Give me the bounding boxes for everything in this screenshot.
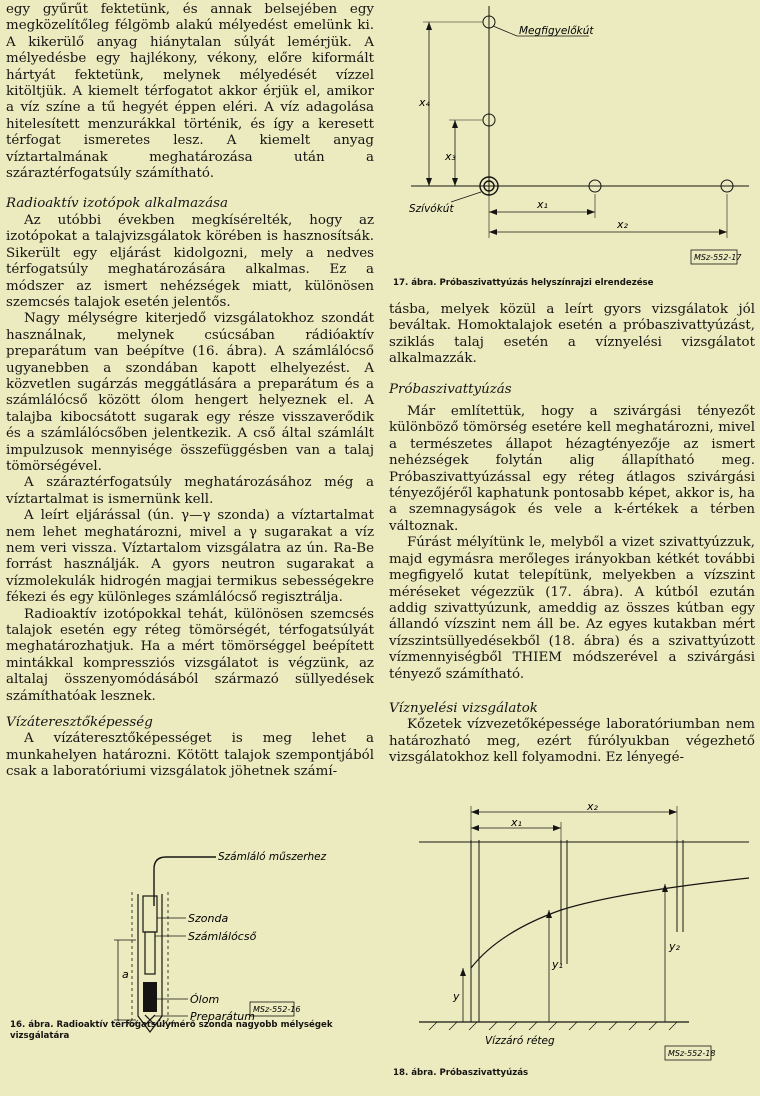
section-heading-permeability: Vízáteresztőképesség: [6, 715, 153, 731]
right-column: [389, 302, 755, 767]
label-x1: x₁: [511, 816, 522, 829]
figure-18-caption: 18. ábra. Próbaszivattyúzás: [393, 1068, 529, 1078]
label-y: y: [453, 990, 460, 1003]
figure-16: [6, 836, 374, 1046]
section-heading-pumping: Próbaszivattyúzás: [389, 381, 512, 397]
body-paragraph: A vízáteresztőképességet is meg lehet a munkahelyen határozni. Kötött talajok szempontjából csak a laboratóriumi vizsgálatok jöhetnek számí-: [6, 731, 374, 780]
body-paragraph: Már említettük, hogy a szivárgási tényezőt különböző tömörség esetére kell meghatározni, mivel a természetes állapot hézagtényezője az ismert nehézségek folytán alig állapítható meg. Próbaszivattyúzással egy réteg átlagos szivárgási tényezőjéről kaphatunk pontosabb képet, akkor is, ha a szemnagyságok és vele a k-értékek a térben változnak.: [389, 404, 755, 534]
body-paragraph: egy gyűrűt fektetünk, és annak belsejében egy megközelítőleg félgömb alakú mélyedést emelünk ki. A kikerülő anyag hiánytalan súlyát lemérjük. A mélyedésbe egy hajlékony, vékony, előre kiformált hártyát fektetünk, melynek mélyedését vízzel kitöltjük. A kiemelt térfogatot akkor érjük el, amikor a víz színe a tű hegyét éppen eléri. A víz adagolása hitelesített menzurákkal történik, és így a keresett térfogat ismeretes lesz. A kiemelt anyag víztartalmának meghatározása után a száraztérfogatsúly számítható.: [6, 2, 374, 182]
figure-16-caption: 16. ábra. Radioaktív térfogatsúlymérő szonda nagyobb mélységek vizsgálatára: [10, 1020, 333, 1041]
body-paragraph: A leírt eljárással (ún. γ—γ szonda) a víztartalmat nem lehet meghatározni, mivel a γ sugarakat a víz nem veri vissza. Víztartalom vizsgálatra az ún. Ra-Be forrást használják. A gyors neutron sugarakat a vízmolekulák hidrogén magjai termikus sebességekre fékezi és egy különleges számlálócső regisztrálja.: [6, 508, 374, 606]
figure-17-caption: 17. ábra. Próbaszivattyúzás helyszínrajzi elrendezése: [393, 278, 654, 288]
label-x3: x₃: [445, 150, 456, 163]
well-layout-diagram: [389, 0, 755, 288]
drawdown-diagram: [389, 800, 755, 1076]
label-observation-well: Megfigyelőkút: [519, 25, 594, 37]
label-probe: Szonda: [188, 912, 229, 925]
body-paragraph: Nagy mélységre kiterjedő vizsgálatokhoz szondát használnak, melynek csúcsában rádióaktív preparátum van beépítve (16. ábra). A számlálócső ugyanebben a szondában kapott elhelyezést. A közvetlen sugárzás meggátlására a preparátum és a számlálócső között ólom hengert helyeznek el. A talajba kibocsátott sugarak egy része visszaverődik és a számlálócsőben jelentkezik. A cső által számlált impulzusok mennyisége összefüggésben van a talaj tömörségével.: [6, 311, 374, 474]
label-y2: y₂: [669, 940, 680, 953]
section-heading-radioactive: Radioaktív izotópok alkalmazása: [6, 196, 228, 212]
label-y1: y₁: [552, 958, 563, 971]
body-paragraph: A száraztérfogatsúly meghatározásához még a víztartalmat is ismernünk kell.: [6, 475, 374, 507]
label-x4: x₄: [419, 96, 430, 109]
label-impermeable-layer: Vízzáró réteg: [485, 1035, 555, 1047]
label-x1: x₁: [537, 198, 548, 211]
body-paragraph: Az utóbbi években megkísérelték, hogy az izotópokat a talajvizsgálatok körében is hasznosítsák. Sikerült egy eljárást kidolgozni, mely a nedves térfogatsúly meghatározására alkalmas. Ez a módszer az ismert nehézségek miatt, különösen szemcsés talajok esetén jelentős.: [6, 212, 374, 310]
label-counter-tube: Számlálócső: [188, 930, 257, 943]
label-suction-well: Szívókút: [409, 203, 454, 215]
stamp: MSz-552-18: [668, 1049, 716, 1058]
body-paragraph: Fúrást mélyítünk le, melyből a vizet szivattyúzzuk, majd egymásra merőleges irányokban kétkét további megfigyelő kutat telepítünk, melyekben a vízszint méréseket végezzük (17. ábra). A kútból ezután addig szivattyúzunk, ameddig az összes kútban egy állandó vízszint nem áll be. Az egyes kutakban mért vízszintsüllyedésekből (18. ábra) és a szivattyúzott vízmennyiségből THIEM módszerével a szivárgási tényező számítható.: [389, 535, 755, 682]
body-paragraph: Radioaktív izotópokkal tehát, különösen szemcsés talajok esetén egy réteg tömörségét, térfogatsúlyát meghatározhatjuk. Ha a mért tömörséggel beépített mintákkal kompressziós vizsgálatot is végzünk, az altalaj összenyomódásából származó süllyedések számíthatóak lesznek.: [6, 606, 374, 704]
stamp: MSz-552-16: [253, 1005, 301, 1014]
body-paragraph: Kőzetek vízvezetőképessége laboratóriumban nem határozható meg, ezért fúrólyukban végezhető vizsgálatokhoz kell folyamodni. Ez lényegé-: [389, 717, 755, 766]
left-column: [6, 2, 374, 781]
section-heading-absorption: Víznyelési vizsgálatok: [389, 700, 538, 716]
label-preparation: Preparátum: [190, 1010, 255, 1023]
figure-17: [389, 0, 755, 300]
label-x2: x₂: [587, 800, 598, 813]
probe-diagram: [6, 836, 374, 1046]
label-lead: Ólom: [190, 993, 220, 1006]
figure-18: [389, 800, 755, 1090]
label-x2: x₂: [617, 218, 628, 231]
label-counter-instrument: Számláló műszerhez: [218, 851, 327, 863]
stamp: MSz-552-17: [694, 253, 742, 262]
label-a: a: [122, 968, 129, 981]
body-paragraph: tásba, melyek közül a leírt gyors vizsgálatok jól beváltak. Homoktalajok esetén a próbaszivattyúzást, sziklás talaj esetén a víznyelési vizsgálatot alkalmazzák.: [389, 302, 755, 367]
